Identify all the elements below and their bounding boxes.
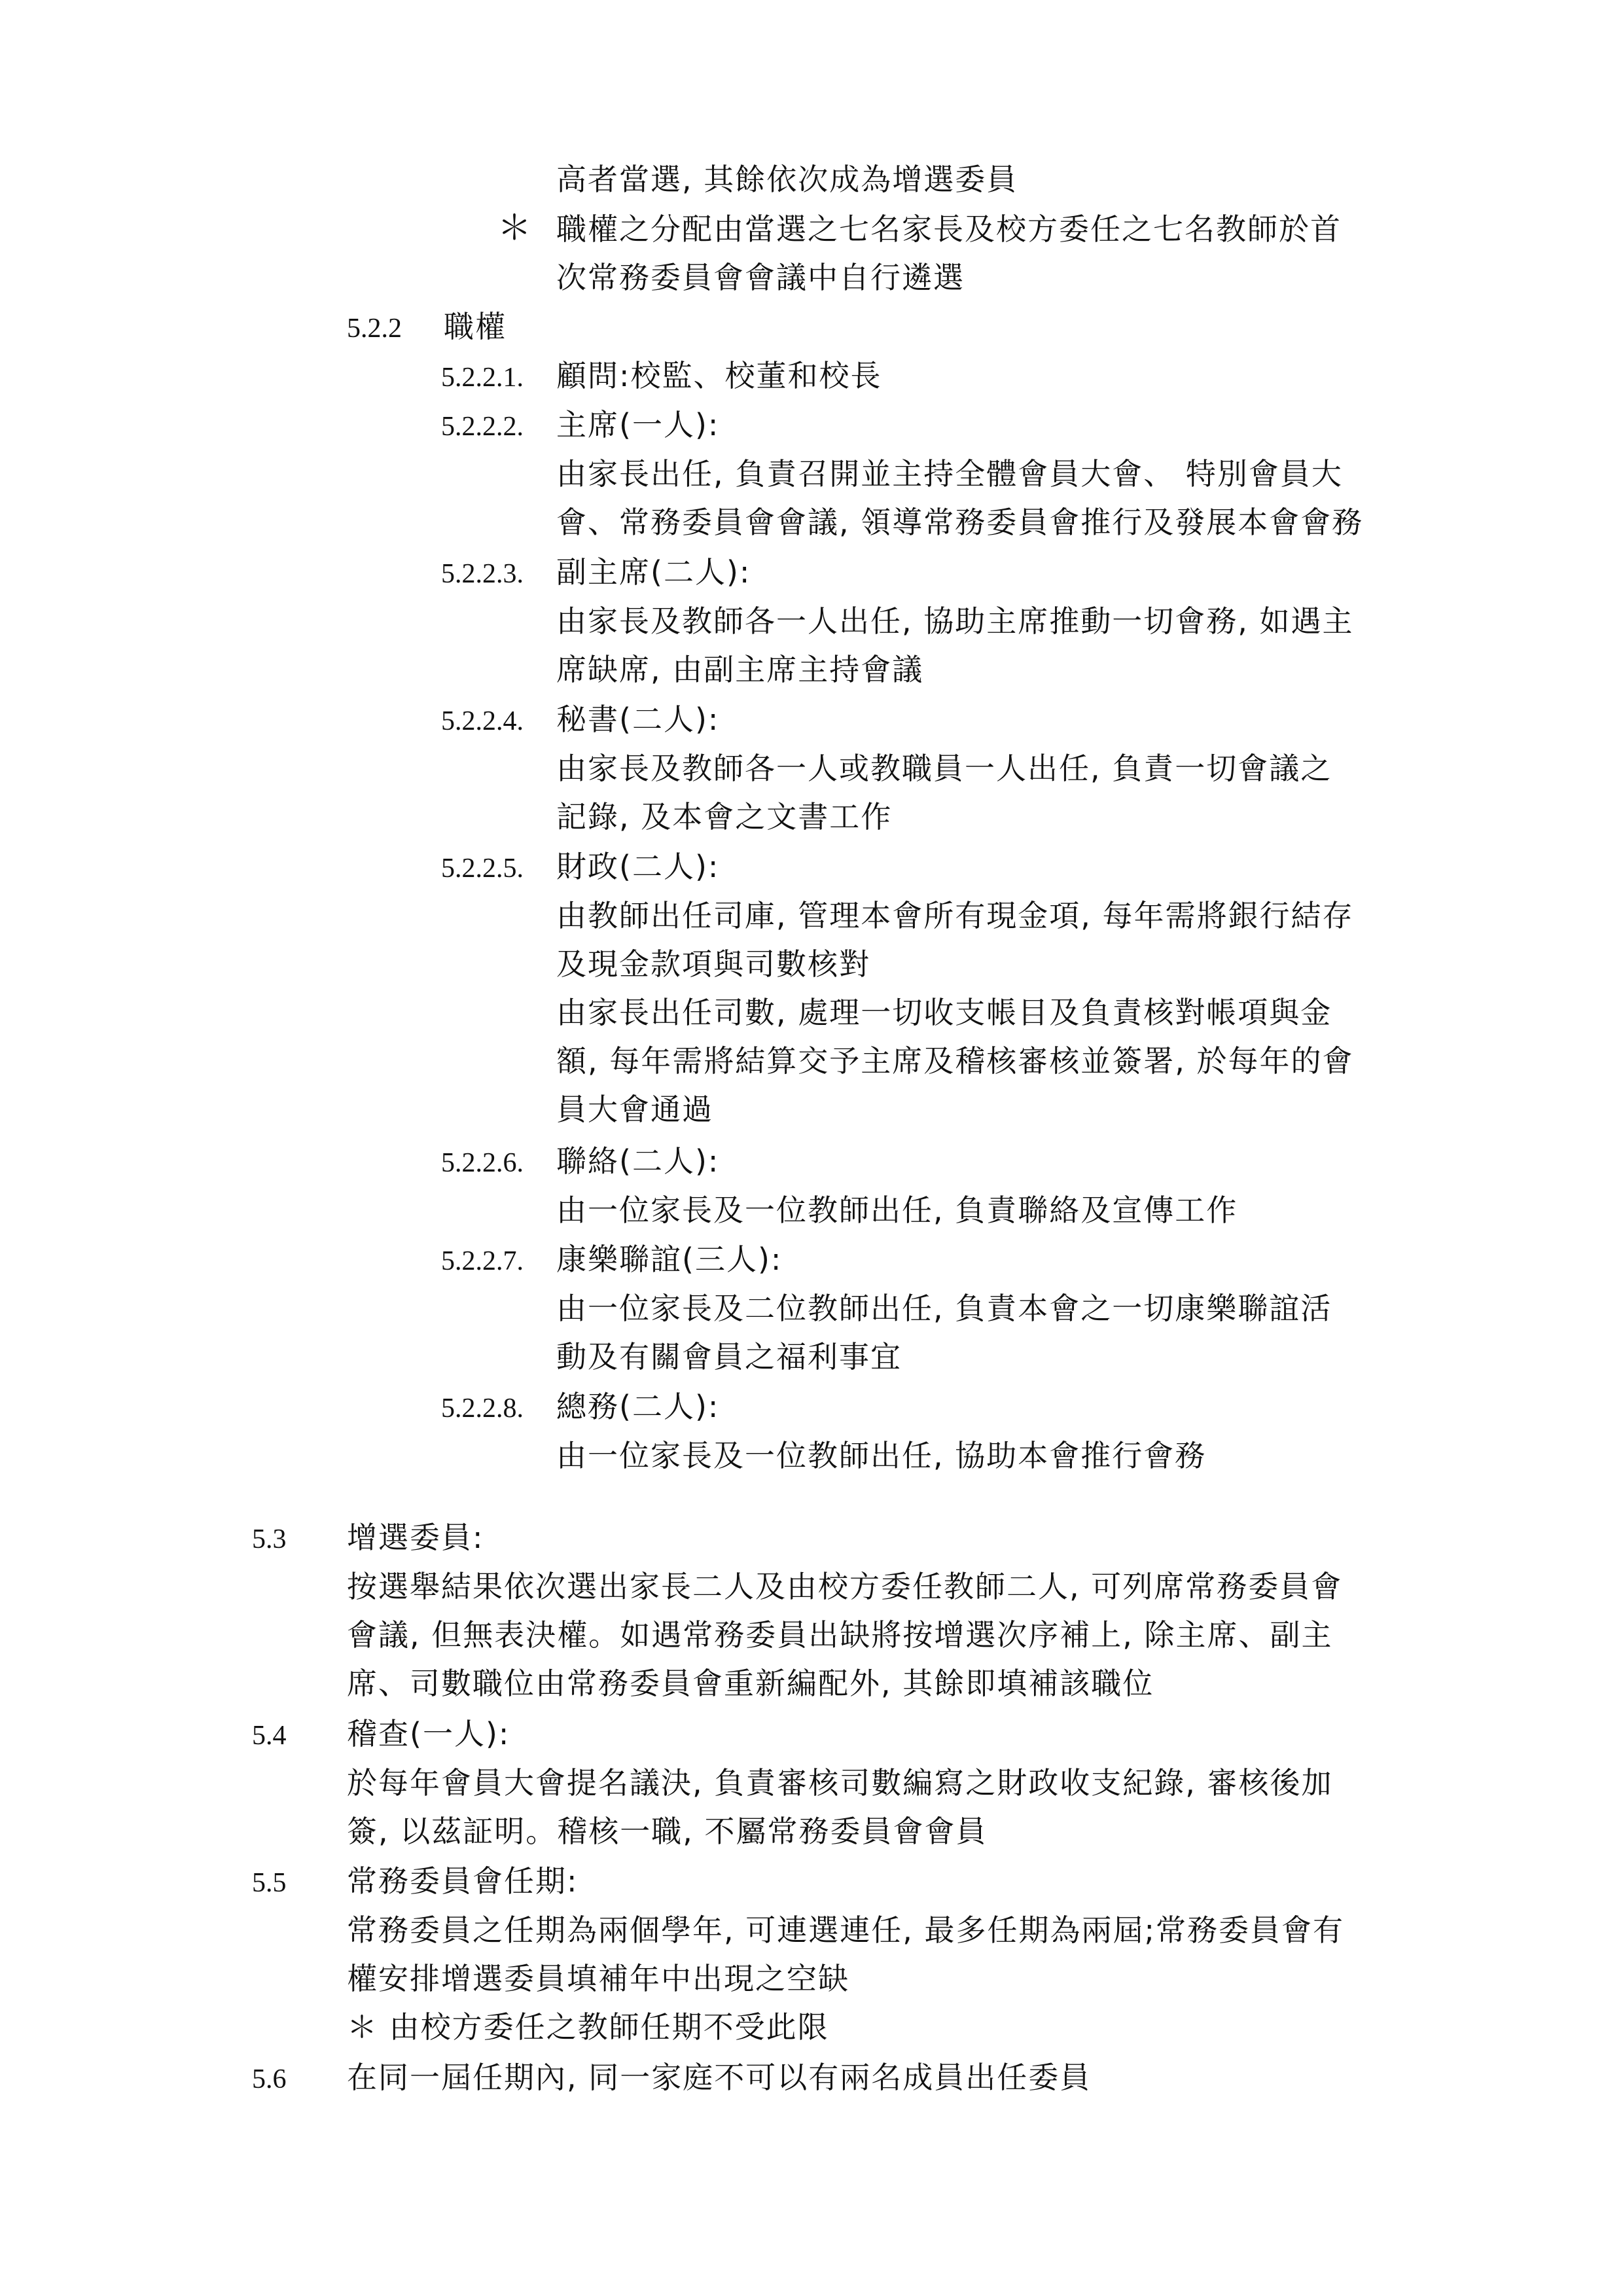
text-line: 於每年會員大會提名議決, 負責審核司數編寫之財政收支紀錄, 審核後加: [347, 1765, 1333, 1801]
section-title: 常務委員會任期:: [347, 1863, 579, 1899]
item-number: 5.2.2.8.: [441, 1393, 524, 1424]
section-number: 5.4: [252, 1721, 287, 1751]
text-line: 席缺席, 由副主席主持會議: [556, 652, 924, 687]
item-5-2-2-5: [441, 842, 719, 893]
item-number: 5.2.2.4.: [441, 706, 524, 736]
text-line: 由教師出任司庫, 管理本會所有現金項, 每年需將銀行結存: [556, 898, 1354, 933]
section-number: 5.2.2: [347, 314, 402, 344]
item-5-2-2-6: [441, 1137, 719, 1187]
item-5-2-2-1: [441, 351, 882, 402]
item-number: 5.2.2.2.: [441, 412, 524, 442]
item-number: 5.2.2.5.: [441, 853, 524, 884]
section-number: 5.3: [252, 1524, 287, 1554]
text-line: 會、常務委員會會議, 領導常務委員會推行及發展本會會務: [556, 505, 1364, 540]
item-5-2-2-7: [441, 1235, 782, 1285]
star-note-text: [556, 205, 1342, 302]
item-title: 副主席(二人):: [556, 554, 751, 590]
text-line: 由一位家長及一位教師出任, 協助本會推行會務: [556, 1438, 1207, 1473]
section-title: 增選委員:: [347, 1520, 484, 1555]
section-5-6: [252, 2053, 1091, 2104]
item-title: 秘書(二人):: [556, 702, 720, 737]
section-number: 5.5: [252, 1868, 287, 1898]
item-5-2-2-4: [441, 695, 719, 745]
item-number: 5.2.2.6.: [441, 1148, 524, 1178]
item-5-2-2-8-body: [556, 1431, 1206, 1480]
section-5-4-body: [347, 1759, 1333, 1856]
item-title: 主席(一人):: [556, 407, 720, 442]
item-5-2-2-2: [441, 401, 719, 451]
continuation-text: [556, 155, 1018, 204]
star-note: [497, 204, 1342, 302]
item-5-2-2-3: [441, 548, 751, 598]
item-5-2-2-6-body: [556, 1186, 1238, 1234]
text-line: 由家長及教師各一人出任, 協助主席推動一切會務, 如遇主: [556, 603, 1354, 639]
text-line: 由家長出任, 負責召開並主持全體會員大會、 特別會員大: [556, 456, 1343, 492]
item-5-2-2-2-body: [556, 450, 1363, 547]
item-number: 5.2.2.3.: [441, 559, 524, 589]
text-line: 權安排增選委員填補年中出現之空缺: [347, 1961, 849, 1996]
item-5-2-2-5-body: [556, 891, 1354, 1134]
item-title: 顧問:校監、校董和校長: [556, 358, 882, 393]
text-line: 職權之分配由當選之七名家長及校方委任之七名教師於首: [556, 211, 1342, 247]
text-line: 由一位家長及二位教師出任, 負責本會之一切康樂聯誼活: [556, 1291, 1332, 1326]
text-line: 簽, 以茲証明。稽核一職, 不屬常務委員會會員: [347, 1814, 988, 1849]
text-line: 額, 每年需將結算交予主席及稽核審核並簽署, 於每年的會: [556, 1043, 1354, 1079]
text-line: 及現金款項與司數核對: [556, 946, 870, 982]
asterisk-icon: ＊: [497, 209, 532, 248]
section-title: 職權: [444, 309, 507, 344]
text-line: 由家長及教師各一人或教職員一人出任, 負責一切會議之: [556, 751, 1332, 786]
section-5-3-body: [347, 1562, 1342, 1708]
text-line: 記錄, 及本會之文書工作: [556, 799, 893, 834]
section-number: 5.6: [252, 2064, 287, 2094]
text-line: ＊ 由校方委任之教師任期不受此限: [347, 2009, 829, 2045]
text-line: 按選舉結果依次選出家長二人及由校方委任教師二人, 可列席常務委員會: [347, 1569, 1343, 1604]
section-5-5: [252, 1857, 579, 1907]
text-line: 會議, 但無表決權。如遇常務委員出缺將按增選次序補上, 除主席、副主: [347, 1617, 1333, 1653]
item-5-2-2-7-body: [556, 1284, 1332, 1381]
section-5-5-body: [347, 1906, 1344, 2051]
item-number: 5.2.2.7.: [441, 1246, 524, 1276]
section-5-3: [252, 1513, 484, 1564]
section-title: 稽查(一人):: [347, 1716, 510, 1751]
item-5-2-2-3-body: [556, 597, 1354, 694]
text-line: 員大會通過: [556, 1092, 713, 1127]
text-line: 常務委員之任期為兩個學年, 可連選連任, 最多任期為兩屆;常務委員會有: [347, 1912, 1344, 1948]
item-title: 財政(二人):: [556, 849, 720, 884]
text-line: 高者當選, 其餘依次成為增選委員: [556, 162, 1018, 197]
text-line: 次常務委員會會議中自行遴選: [556, 260, 965, 295]
text-line: 席、司數職位由常務委員會重新編配外, 其餘即填補該職位: [347, 1666, 1154, 1701]
section-5-2-2-heading: [347, 302, 507, 353]
text-line: 動及有關會員之福利事宜: [556, 1339, 902, 1374]
item-title: 聯絡(二人):: [556, 1143, 720, 1179]
item-number: 5.2.2.1.: [441, 363, 524, 393]
section-title: 在同一屆任期內, 同一家庭不可以有兩名成員出任委員: [347, 2060, 1092, 2095]
text-line: 由家長出任司數, 處理一切收支帳目及負責核對帳項與金: [556, 995, 1332, 1030]
text-line: 由一位家長及一位教師出任, 負責聯絡及宣傳工作: [556, 1193, 1238, 1228]
item-5-2-2-4-body: [556, 744, 1332, 841]
item-title: 總務(二人):: [556, 1389, 720, 1424]
section-5-4: [252, 1710, 510, 1760]
item-5-2-2-8: [441, 1382, 719, 1433]
item-title: 康樂聯誼(三人):: [556, 1242, 783, 1277]
